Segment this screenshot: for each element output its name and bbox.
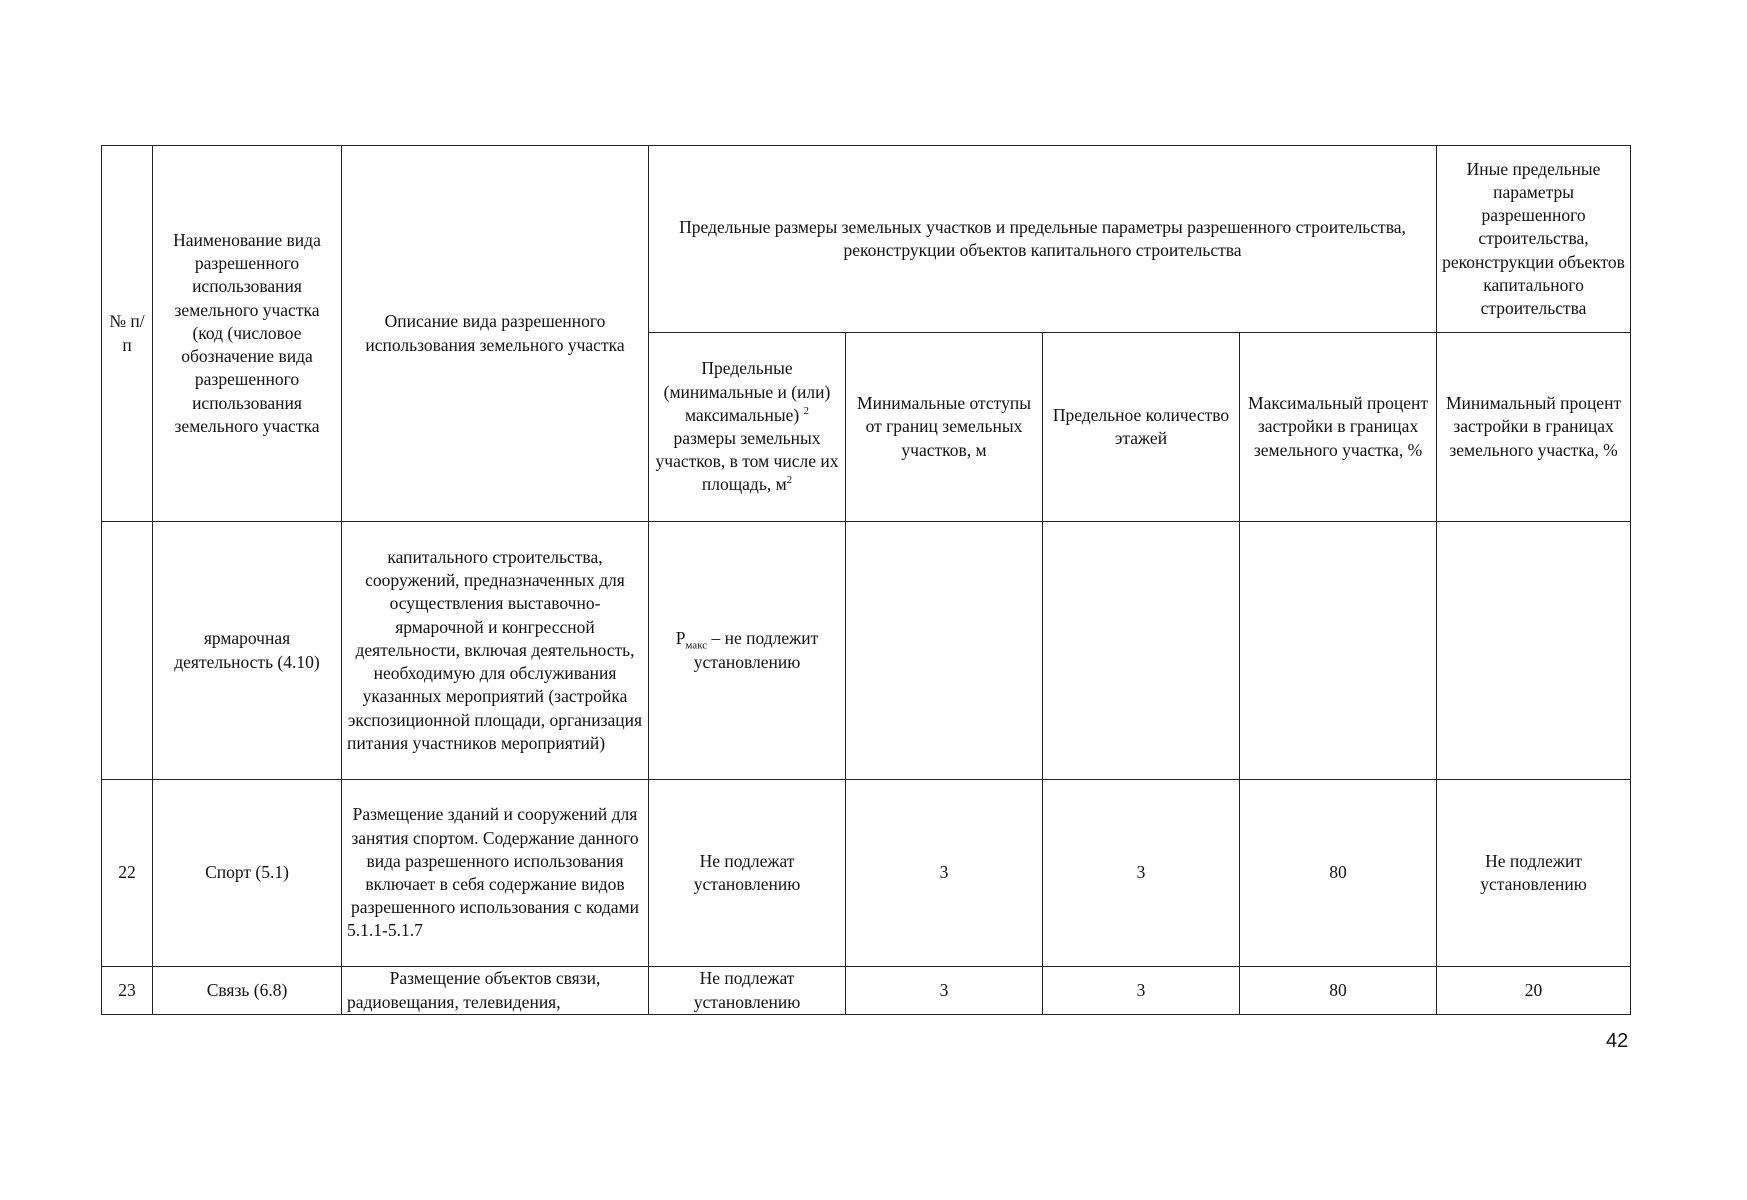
row-floors: 3 xyxy=(1043,780,1240,967)
header-setbacks: Минимальные отступы от границ земельных участков, м xyxy=(846,333,1043,522)
table-row xyxy=(102,522,1631,780)
row-max-percent: 80 xyxy=(1240,780,1437,967)
header-sizes-text: Предельные (минимальные и (или) максимальные) xyxy=(663,358,831,425)
row-sizes: Не подлежат установлению xyxy=(649,967,846,1015)
row-num: 23 xyxy=(102,967,153,1015)
header-description: Описание вида разрешенного использования земельного участка xyxy=(342,146,649,522)
header-sizes xyxy=(649,333,846,522)
header-min-percent: Минимальный процент застройки в границах земельного участка, % xyxy=(1437,333,1631,522)
row-num xyxy=(102,522,153,780)
row-floors: 3 xyxy=(1043,967,1240,1015)
row-sizes: Не подлежат установлению xyxy=(649,780,846,967)
header-num: № п/п xyxy=(102,146,153,522)
zoning-parameters-table xyxy=(101,145,1631,1015)
row-setbacks xyxy=(846,522,1043,780)
row-min-percent: Не подлежит установлению xyxy=(1437,780,1631,967)
header-name: Наименование вида разрешенного использования земельного участка (код (числовое обозначение вида разрешенного использования земельного участка xyxy=(153,146,342,522)
row-setbacks: 3 xyxy=(846,967,1043,1015)
header-group-limits: Предельные размеры земельных участков и предельные параметры разрешенного строительства, реконструкции объектов капитального строительства xyxy=(649,146,1437,333)
header-row-1 xyxy=(102,146,1631,333)
unit-superscript: 2 xyxy=(786,474,793,487)
table-row xyxy=(102,967,1631,1015)
row-sizes-sub: макс xyxy=(685,639,708,652)
row-description: капитального строительства, сооружений, предназначенных для осуществления выставочно-ярмарочной и конгрессной деятельности, включая деятельность, необходимую для обслуживания указанных мероприятий (застройка экспозиционной площади, организация питания участников мероприятий) xyxy=(342,522,649,780)
row-name: Связь (6.8) xyxy=(153,967,342,1015)
row-min-percent xyxy=(1437,522,1631,780)
footnote-mark: 2 xyxy=(803,404,810,417)
row-max-percent xyxy=(1240,522,1437,780)
page-number: 42 xyxy=(1606,1030,1629,1052)
row-description: Размещение объектов связи, радиовещания, телевидения, xyxy=(342,967,649,1015)
row-name: ярмарочная деятельность (4.10) xyxy=(153,522,342,780)
row-sizes-prefix: Р xyxy=(675,628,686,649)
row-name: Спорт (5.1) xyxy=(153,780,342,967)
row-floors xyxy=(1043,522,1240,780)
row-description: Размещение зданий и сооружений для занятия спортом. Содержание данного вида разрешенного использования включает в себя содержание видов разрешенного использования с кодами 5.1.1-5.1.7 xyxy=(342,780,649,967)
header-max-percent: Максимальный процент застройки в границах земельного участка, % xyxy=(1240,333,1437,522)
header-group-other: Иные предельные параметры разрешенного строительства, реконструкции объектов капитального строительства xyxy=(1437,146,1631,333)
row-setbacks: 3 xyxy=(846,780,1043,967)
row-sizes-text: – не подлежит установлению xyxy=(693,628,819,672)
row-max-percent: 80 xyxy=(1240,967,1437,1015)
table-row xyxy=(102,780,1631,967)
header-sizes-tail: размеры земельных участков, в том числе их площадь, м xyxy=(655,428,839,495)
row-min-percent: 20 xyxy=(1437,967,1631,1015)
row-sizes xyxy=(649,522,846,780)
row-num: 22 xyxy=(102,780,153,967)
header-floors: Предельное количество этажей xyxy=(1043,333,1240,522)
